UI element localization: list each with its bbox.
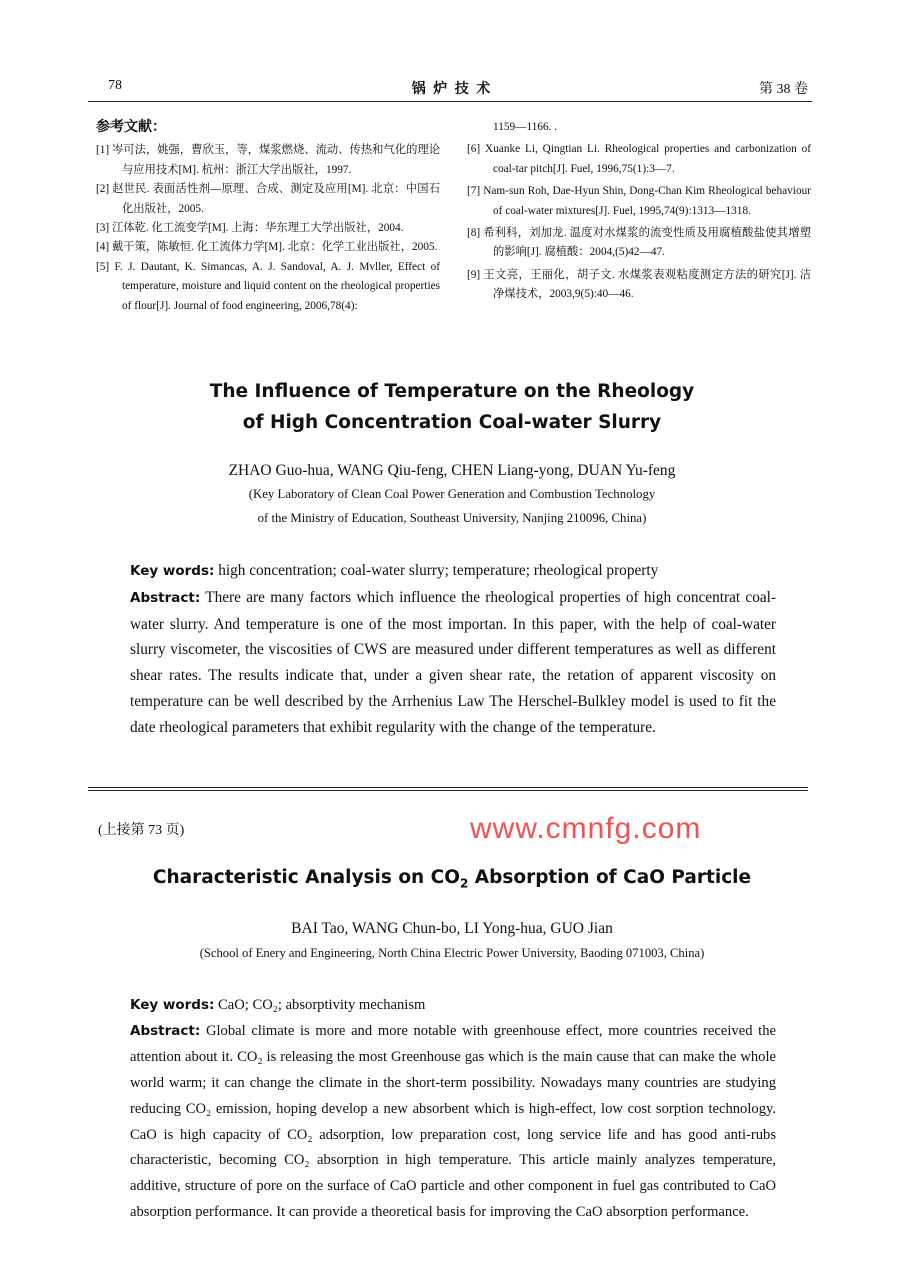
- reference-item: [9] 王文亮，王丽化，胡子文. 水煤浆表观粘度测定方法的研究[J]. 洁净煤技术，2003,9(5):40—46.: [467, 268, 811, 301]
- header-rule: [88, 101, 812, 102]
- keywords-label: Key words:: [130, 563, 215, 579]
- title-text: Absorption of CaO Particle: [468, 867, 752, 888]
- article1-title-line1: The Influence of Temperature on the Rheology: [209, 381, 695, 402]
- reference-item: [1] 岑可法，姚强，曹欣玉，等，煤浆燃烧、流动、传热和气化的理论与应用技术[M]. 杭州：浙江大学出版社，1997.: [96, 144, 440, 176]
- keywords-label: Key words:: [130, 997, 215, 1013]
- article2-affiliation: (School of Enery and Engineering, North China Electric Power University, Baoding 071003, China): [199, 946, 705, 960]
- reference-item: [5] F. J. Dautant, K. Simancas, A. J. Sandoval, A. J. Mvller, Effect of temperature, moisture and liquid content on the rheological properties of flour[J]. Journal of food engineering, 2006,78(4):: [96, 260, 440, 312]
- article1-affiliation: (Key Laboratory of Clean Coal Power Generation and Combustion Technology: [248, 487, 656, 501]
- references-left-column: [96, 118, 440, 316]
- page-number: 78: [108, 78, 122, 93]
- reference-continuation: 1159—1166. .: [493, 121, 558, 133]
- keywords: CaO; CO₂; absorptivity mechanism: [218, 997, 426, 1013]
- watermark: www.cmnfg.com: [470, 812, 702, 845]
- abstract: Global climate is more and more notable with greenhouse effect, more countries received the attention about it. CO₂ is releasing the most Greenhouse gas which is the main cause that can make the whole world warm; it can change the climate in the short-term possibility. Nowadays many countries are studying reducing CO₂ emission, hoping develop a new absorbent which is high-effect, low cost sorption technology. CaO is high capacity of CO₂ adsorption, low preparation cost, long service life and has good anti-rubs characteristic, becoming CO₂ absorption in high temperature. This article mainly analyzes temperature, additive, structure of pore on the surface of CaO particle and other component in fuel gas contributed to CaO absorption performance. It can provide a theoretical basis for improving the CaO absorption performance.: [130, 1022, 777, 1221]
- abstract-label: Abstract:: [130, 589, 201, 606]
- reference-item: [3] 江体乾. 化工流变学[M]. 上海：华东理工大学出版社，2004.: [96, 222, 404, 235]
- volume: 第 38 卷: [759, 82, 808, 97]
- keywords: high concentration; coal-water slurry; temperature; rheological property: [218, 562, 659, 579]
- article1-keywords-abstract: [130, 558, 776, 741]
- section-rule: [88, 790, 808, 791]
- continued-from: (上接第 73 页): [98, 823, 185, 838]
- abstract-label: Abstract:: [130, 1022, 201, 1039]
- reference-item: [8] 希利科，刘加龙. 温度对水煤浆的流变性质及用腐植酸盐使其增塑的影响[J]. 腐植酸：2004,(5)42—47.: [467, 227, 811, 259]
- abstract: There are many factors which influence the rheological properties of high concentrat coal-water slurry. And temperature is one of the most importan. In this paper, with the help of coal-water slurry viscometer, the viscosities of CWS are measured under different temperatures as well as different shear rates. The results indicate that, under a given shear rate, the retation of apparent viscosity on temperature can be well described by the Arrhenius Law The Herschel-Bulkley model is used to fit the date rheological parameters that exhibit regularity with the change of the temperature.: [130, 588, 776, 736]
- section-rule: [88, 787, 808, 788]
- article1-affiliation: of the Ministry of Education, Southeast University, Nanjing 210096, China): [257, 511, 647, 525]
- article1-title-line2: of High Concentration Coal-water Slurry: [242, 412, 662, 433]
- reference-item: [2] 赵世民. 表面活性剂—原理、合成、测定及应用[M]. 北京：中国石化出版社，2005.: [96, 183, 440, 215]
- journal-name: 锅 炉 技 术: [411, 82, 493, 97]
- title-text: Characteristic Analysis on CO: [152, 867, 460, 888]
- article1-authors: ZHAO Guo-hua, WANG Qiu-feng, CHEN Liang-yong, DUAN Yu-feng: [228, 462, 676, 479]
- reference-item: [7] Nam-sun Roh, Dae-Hyun Shin, Dong-Chan Kim Rheological behaviour of coal-water mixtures[J]. Fuel, 1995,74(9):1313—1318.: [467, 185, 811, 217]
- article2-keywords-abstract: [130, 993, 776, 1226]
- references-title: 参考文献：: [96, 119, 166, 135]
- references-right-column: [467, 118, 811, 305]
- reference-item: [6] Xuanke Li, Qingtian Li. Rheological properties and carbonization of coal-tar pitch[J]. Fuel, 1996,75(1):3—7.: [467, 143, 811, 175]
- article2-title: [0, 867, 904, 891]
- title-subscript: 2: [459, 876, 469, 891]
- article2-authors: BAI Tao, WANG Chun-bo, LI Yong-hua, GUO Jian: [291, 920, 613, 937]
- reference-item: [4] 戴干策，陈敏恒. 化工流体力学[M]. 北京：化学工业出版社，2005.: [96, 241, 438, 254]
